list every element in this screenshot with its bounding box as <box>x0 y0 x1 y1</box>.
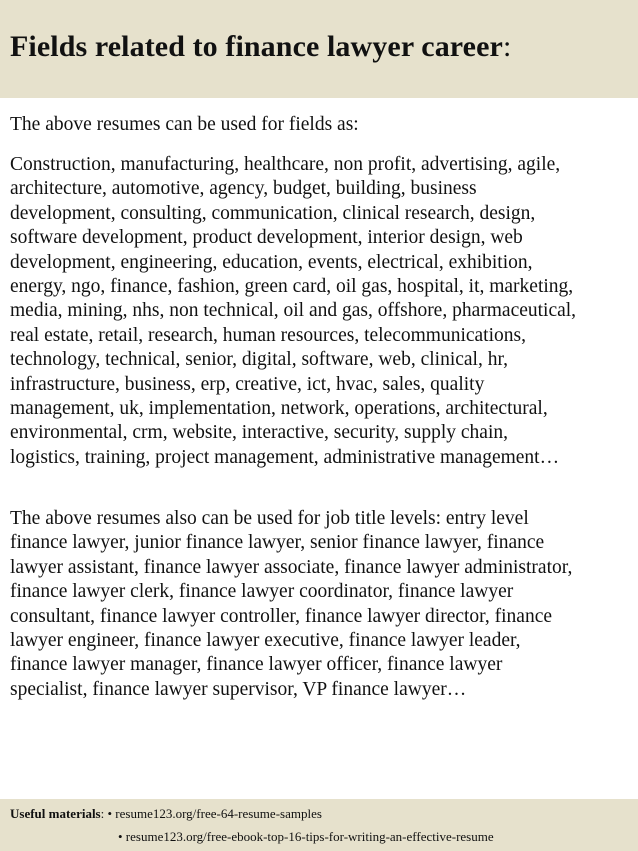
fields-line: infrastructure, business, erp, creative, ict, hvac, sales, quality <box>10 373 485 395</box>
levels-line: lawyer engineer, finance lawyer executive, finance lawyer leader, <box>10 630 521 652</box>
fields-line: logistics, training, project management, administrative management… <box>10 446 560 468</box>
fields-line: development, engineering, education, events, electrical, exhibition, <box>10 251 533 273</box>
levels-line: The above resumes also can be used for job title levels: entry level <box>10 508 529 529</box>
levels-line: lawyer assistant, finance lawyer associate, finance lawyer administrator, <box>10 556 573 578</box>
fields-line: Construction, manufacturing, healthcare, non profit, advertising, agile, <box>10 154 561 175</box>
useful-materials-colon: : <box>100 806 108 821</box>
page-title <box>10 30 511 64</box>
fields-line: architecture, automotive, agency, budget, building, business <box>10 178 477 200</box>
useful-materials-label: Useful materials <box>10 806 101 821</box>
page-title-text: Fields related to finance lawyer career <box>10 30 503 63</box>
levels-line: specialist, finance lawyer supervisor, VP finance lawyer… <box>10 678 467 700</box>
fields-line: management, uk, implementation, network, operations, architectural, <box>10 398 548 420</box>
fields-line: software development, product development, interior design, web <box>10 227 523 249</box>
intro-text: The above resumes can be used for fields as: <box>10 114 359 135</box>
resource-link-ebook[interactable]: • resume123.org/free-ebook-top-16-tips-for-writing-an-effective-resume <box>118 829 494 844</box>
fields-line: media, mining, nhs, non technical, oil and gas, offshore, pharmaceutical, <box>10 300 577 322</box>
levels-line: finance lawyer manager, finance lawyer officer, finance lawyer <box>10 654 503 676</box>
fields-paragraph <box>10 153 635 470</box>
fields-line: energy, ngo, finance, fashion, green card, oil gas, hospital, it, marketing, <box>10 276 574 298</box>
levels-line: finance lawyer clerk, finance lawyer coordinator, finance lawyer <box>10 581 514 603</box>
page-title-colon: : <box>502 30 512 63</box>
fields-line: real estate, retail, research, human resources, telecommunications, <box>10 324 526 346</box>
job-levels-paragraph <box>10 507 635 702</box>
fields-line: development, consulting, communication, clinical research, design, <box>10 202 536 224</box>
resource-link-samples[interactable]: • resume123.org/free-64-resume-samples <box>107 806 322 821</box>
levels-line: consultant, finance lawyer controller, finance lawyer director, finance <box>10 605 553 627</box>
footer-row-1 <box>10 806 322 822</box>
fields-line: technology, technical, senior, digital, software, web, clinical, hr, <box>10 349 509 371</box>
footer-row-2 <box>118 829 494 845</box>
levels-line: finance lawyer, junior finance lawyer, senior finance lawyer, finance <box>10 532 545 554</box>
fields-line: environmental, crm, website, interactive, security, supply chain, <box>10 422 508 444</box>
